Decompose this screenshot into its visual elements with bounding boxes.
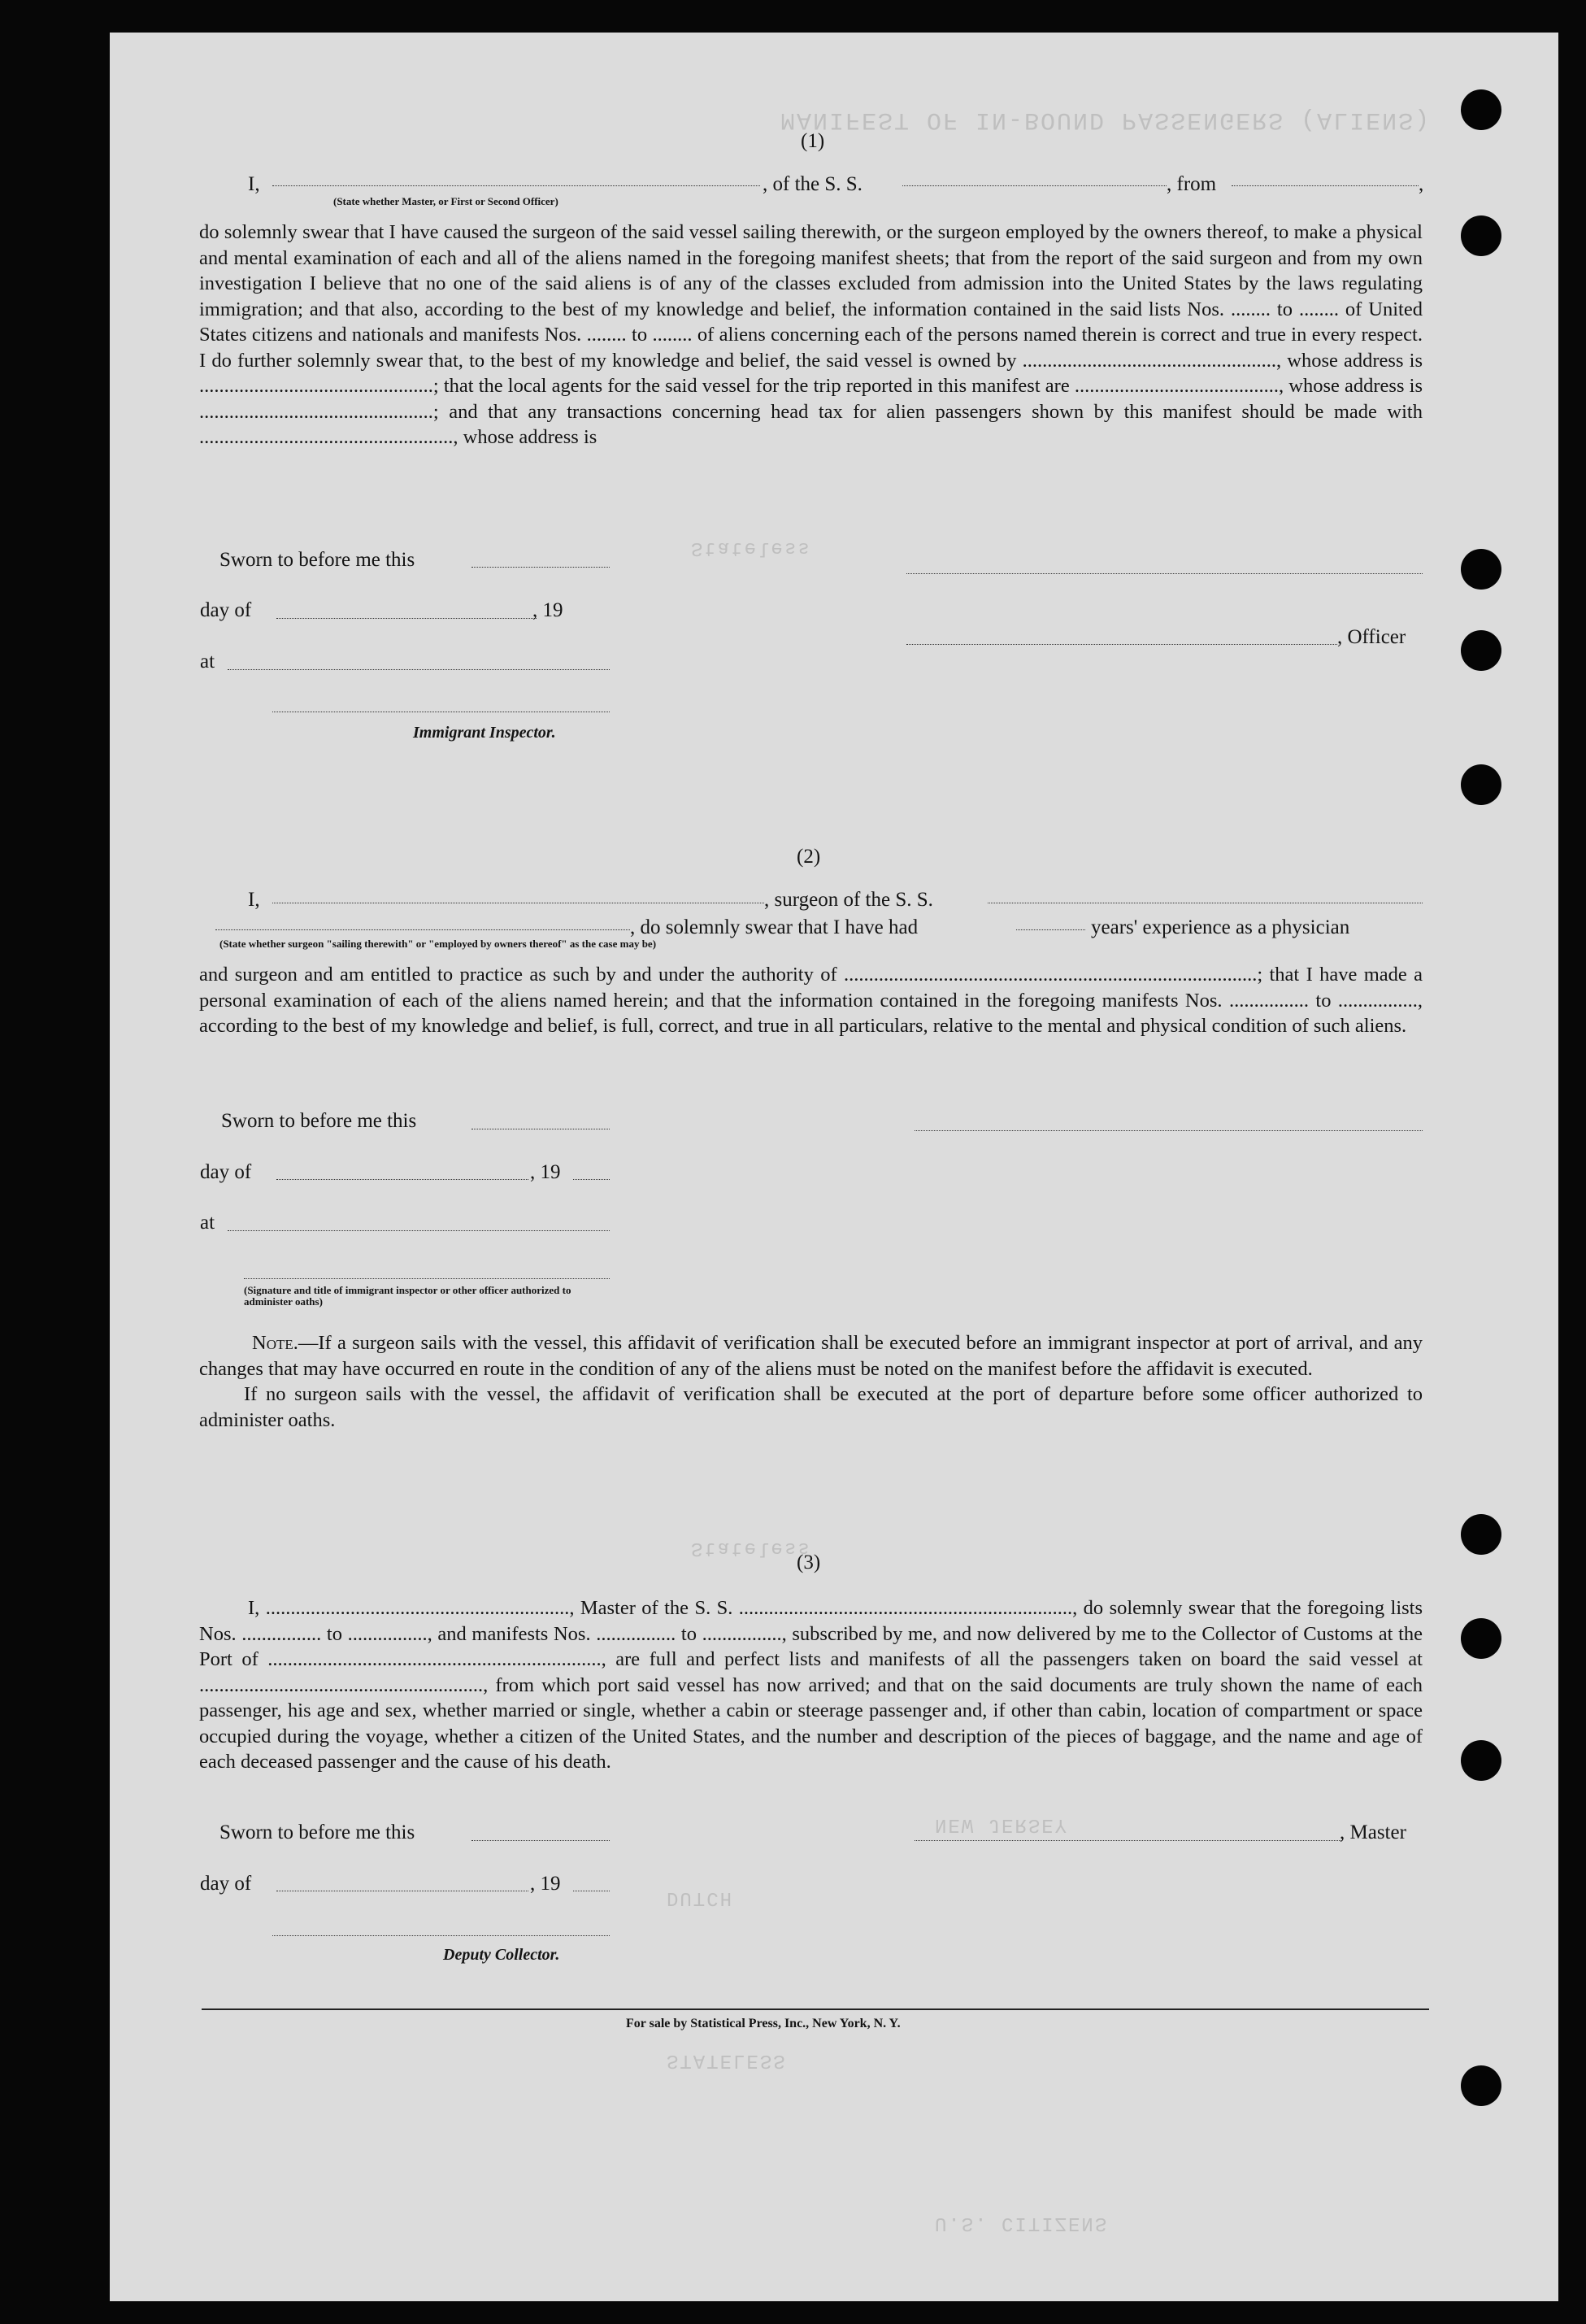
- bleed-through-text: U.S. CITIZENS: [935, 2212, 1109, 2234]
- officer-title-field[interactable]: [906, 644, 1337, 645]
- section1-paragraph: do solemnly swear that I have caused the surgeon of the said vessel sailing therewith, or the surgeon employed by the owners thereof, to make a physical and mental examination of each and all of the aliens named in the foregoing manifest sheets; that from the report of the said surgeon and from my own investigation I believe that no one of the said aliens is of any of the classes excluded from admission into the United States by the laws regulating immigration; and that also, according to the best of my knowledge and belief, the information contained in the said lists Nos. ........ to ........ of United States citizens and nationals and manifests Nos. ........ to ........ of aliens concerning each of the persons named therein is correct and true in every respect. I do further solemnly swear that, to the best of my knowledge and belief, the said vessel is owned by ..................................................., whose address is ...............................................; that the local agents for the said vessel for the trip reported in this manifest are ........................................., whose address is ...............................................; and that any transactions concerning head tax for alien passengers shown by this manifest should be made with ..................................................., whose address is: [199, 221, 1423, 448]
- officer-rank-note: (State whether Master, or First or Second Officer): [333, 195, 558, 207]
- year-label: , 19: [530, 1873, 561, 1895]
- vessel-name-field[interactable]: [902, 185, 1167, 186]
- signature-note: [244, 1285, 602, 1308]
- day-of-label: day of: [200, 599, 252, 621]
- officer-signature-line[interactable]: [906, 573, 1423, 574]
- sworn-date-field[interactable]: [471, 1840, 610, 1841]
- section-number: (3): [797, 1552, 821, 1573]
- surgeon-status-note: (State whether surgeon "sailing therewith" or "employed by owners thereof" as the case may be): [219, 938, 657, 950]
- collector-signature-line[interactable]: [272, 1935, 610, 1936]
- section2-notes: [199, 1330, 1423, 1433]
- punch-hole: [1461, 630, 1501, 671]
- section3-oath-text: [199, 1595, 1423, 1775]
- punch-hole: [1461, 89, 1501, 130]
- at-label: at: [200, 1212, 215, 1234]
- administering-officer-signature-line[interactable]: [244, 1278, 610, 1279]
- oath-line-i: I,: [248, 173, 260, 195]
- section1-oath-text: [199, 220, 1423, 450]
- section2-paragraph: and surgeon and am entitled to practice as such by and under the authority of ...................................................................................; that I have made a personal examination of each of the aliens named herein; and that the information contained in the foregoing manifests Nos. ................ to ................, according to the best of my knowledge and belief, is full, correct, and true in all particulars, relative to the mental and physical condition of such aliens.: [199, 964, 1423, 1037]
- footer-divider: [202, 2008, 1429, 2010]
- at-place-field[interactable]: [228, 1230, 610, 1231]
- sworn-date-field[interactable]: [471, 567, 610, 568]
- signature-note-text: (Signature and title of immigrant inspector or other officer authorized to administer oaths): [244, 1284, 571, 1308]
- swear-label: , do solemnly swear that I have had: [630, 916, 919, 938]
- surgeon-status-field[interactable]: [215, 929, 630, 930]
- bleed-through-text: Stateless: [691, 537, 811, 559]
- comma: ,: [1419, 173, 1424, 195]
- note-paragraph: [199, 1330, 1423, 1382]
- punch-hole: [1461, 549, 1501, 590]
- punch-hole: [1461, 2065, 1501, 2106]
- section3-paragraph: I, ............................................................., Master of the S. S. ..................................................................., do solemnly swear that the foregoing lists Nos. ................ to ................, and manifests Nos. ................ to ................, subscribed by me, and now delivered by me to the Collector of Customs at the Port of ..................................................................., are full and perfect lists and manifests of all the passengers taken on board the said vessel at ........................................................., from which port said vessel has now arrived; and that on the said documents are truly shown the name of each passenger, his age and sex, whether married or single, whether a cabin or steerage passenger and, if other than cabin, location of compartment or space occupied during the voyage, whether a citizen of the United States, and the number and description of the pieces of baggage, and the name and age of each deceased passenger and the cause of his death.: [199, 1597, 1423, 1773]
- of-ss-label: , of the S. S.: [763, 173, 863, 195]
- punch-hole: [1461, 1514, 1501, 1555]
- note-text: —If a surgeon sails with the vessel, this affidavit of verification shall be executed before an immigrant inspector at port of arrival, and any changes that may have occurred en route in the condition of any of the aliens must be noted on the manifest before the affidavit is executed.: [199, 1332, 1423, 1380]
- punch-hole: [1461, 1618, 1501, 1659]
- sworn-label: Sworn to before me this: [219, 549, 415, 571]
- officer-name-field[interactable]: [272, 185, 760, 186]
- years-experience-field[interactable]: [1016, 929, 1085, 930]
- day-of-field[interactable]: [276, 618, 537, 619]
- bleed-through-text: Stateless: [691, 1537, 811, 1559]
- master-signature-line[interactable]: [915, 1840, 1341, 1841]
- day-of-label: day of: [200, 1161, 252, 1183]
- day-of-label: day of: [200, 1873, 252, 1895]
- note-heading: Note.: [252, 1332, 298, 1354]
- bleed-through-text: NEW JERSEY: [935, 1813, 1069, 1835]
- surgeon-signature-line[interactable]: [915, 1130, 1423, 1131]
- bleed-through-text: MANIFEST OF IN-BOUND PASSENGERS (ALIENS): [780, 106, 1432, 133]
- officer-label: , Officer: [1337, 626, 1406, 648]
- at-label: at: [200, 651, 215, 672]
- bleed-through-text: DUTCH: [667, 1887, 734, 1908]
- section2-oath-text: [199, 962, 1423, 1039]
- years-label: years' experience as a physician: [1091, 916, 1350, 938]
- year-field[interactable]: [573, 1179, 610, 1180]
- note-paragraph-2: If no surgeon sails with the vessel, the affidavit of verification shall be executed at the port of departure before some officer authorized to administer oaths.: [199, 1383, 1423, 1431]
- sworn-label: Sworn to before me this: [221, 1110, 417, 1132]
- year-label: , 19: [532, 599, 563, 621]
- oath-line-i: I,: [248, 889, 260, 911]
- year-label: , 19: [530, 1161, 561, 1183]
- at-place-field[interactable]: [228, 669, 610, 670]
- section-number: (2): [797, 846, 821, 868]
- day-of-field[interactable]: [276, 1179, 528, 1180]
- bleed-through-text: STATELESS: [667, 2049, 787, 2071]
- punch-hole: [1461, 1740, 1501, 1781]
- printer-footer: For sale by Statistical Press, Inc., New York, N. Y.: [626, 2017, 901, 2030]
- immigrant-inspector-label: Immigrant Inspector.: [413, 724, 556, 742]
- from-port-field[interactable]: [1232, 185, 1419, 186]
- sworn-label: Sworn to before me this: [219, 1821, 415, 1843]
- punch-hole: [1461, 215, 1501, 256]
- master-label: , Master: [1340, 1821, 1406, 1843]
- from-label: , from: [1167, 173, 1217, 195]
- punch-hole: [1461, 764, 1501, 805]
- section-number: (1): [801, 130, 825, 152]
- surgeon-of-ss-label: , surgeon of the S. S.: [764, 889, 933, 911]
- deputy-collector-label: Deputy Collector.: [443, 1946, 560, 1964]
